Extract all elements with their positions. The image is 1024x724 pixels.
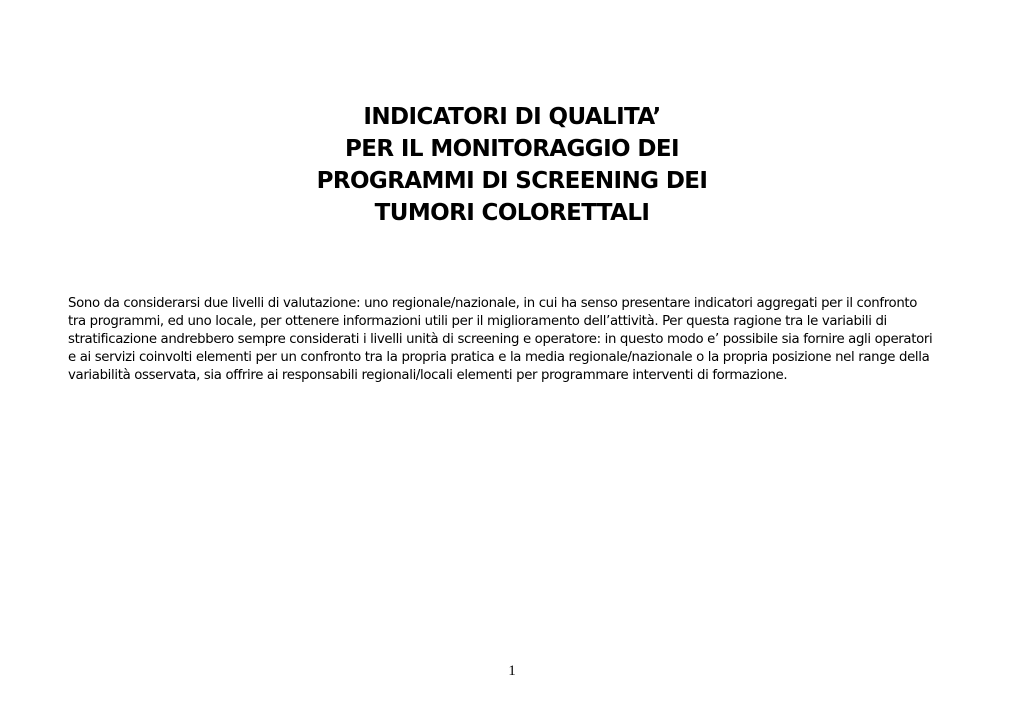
body-paragraph (68, 295, 958, 385)
page-number: 1 (508, 663, 516, 679)
paragraph-line: e ai servizi coinvolti elementi per un confronto tra la propria pratica e la media regionale/nazionale o la propria posizione nel range della (68, 350, 930, 365)
title-line: PER IL MONITORAGGIO DEI (345, 136, 679, 162)
paragraph-line: stratificazione andrebbero sempre considerati i livelli unità di screening e operatore: in questo modo e’ possibile sia fornire agli operatori (68, 332, 933, 347)
title-line: TUMORI COLORETTALI (374, 200, 650, 226)
title-line: INDICATORI DI QUALITA’ (363, 104, 661, 130)
paragraph-line: tra programmi, ed uno locale, per ottenere informazioni utili per il miglioramento dell’attività. Per questa ragione tra le variabili di (68, 314, 887, 329)
paragraph-line: variabilità osservata, sia offrire ai responsabili regionali/locali elementi per programmare interventi di formazione. (68, 368, 788, 383)
document-title (0, 101, 1024, 229)
paragraph-line: Sono da considerarsi due livelli di valutazione: uno regionale/nazionale, in cui ha senso presentare indicatori aggregati per il confronto (68, 296, 918, 311)
title-line: PROGRAMMI DI SCREENING DEI (316, 168, 708, 194)
